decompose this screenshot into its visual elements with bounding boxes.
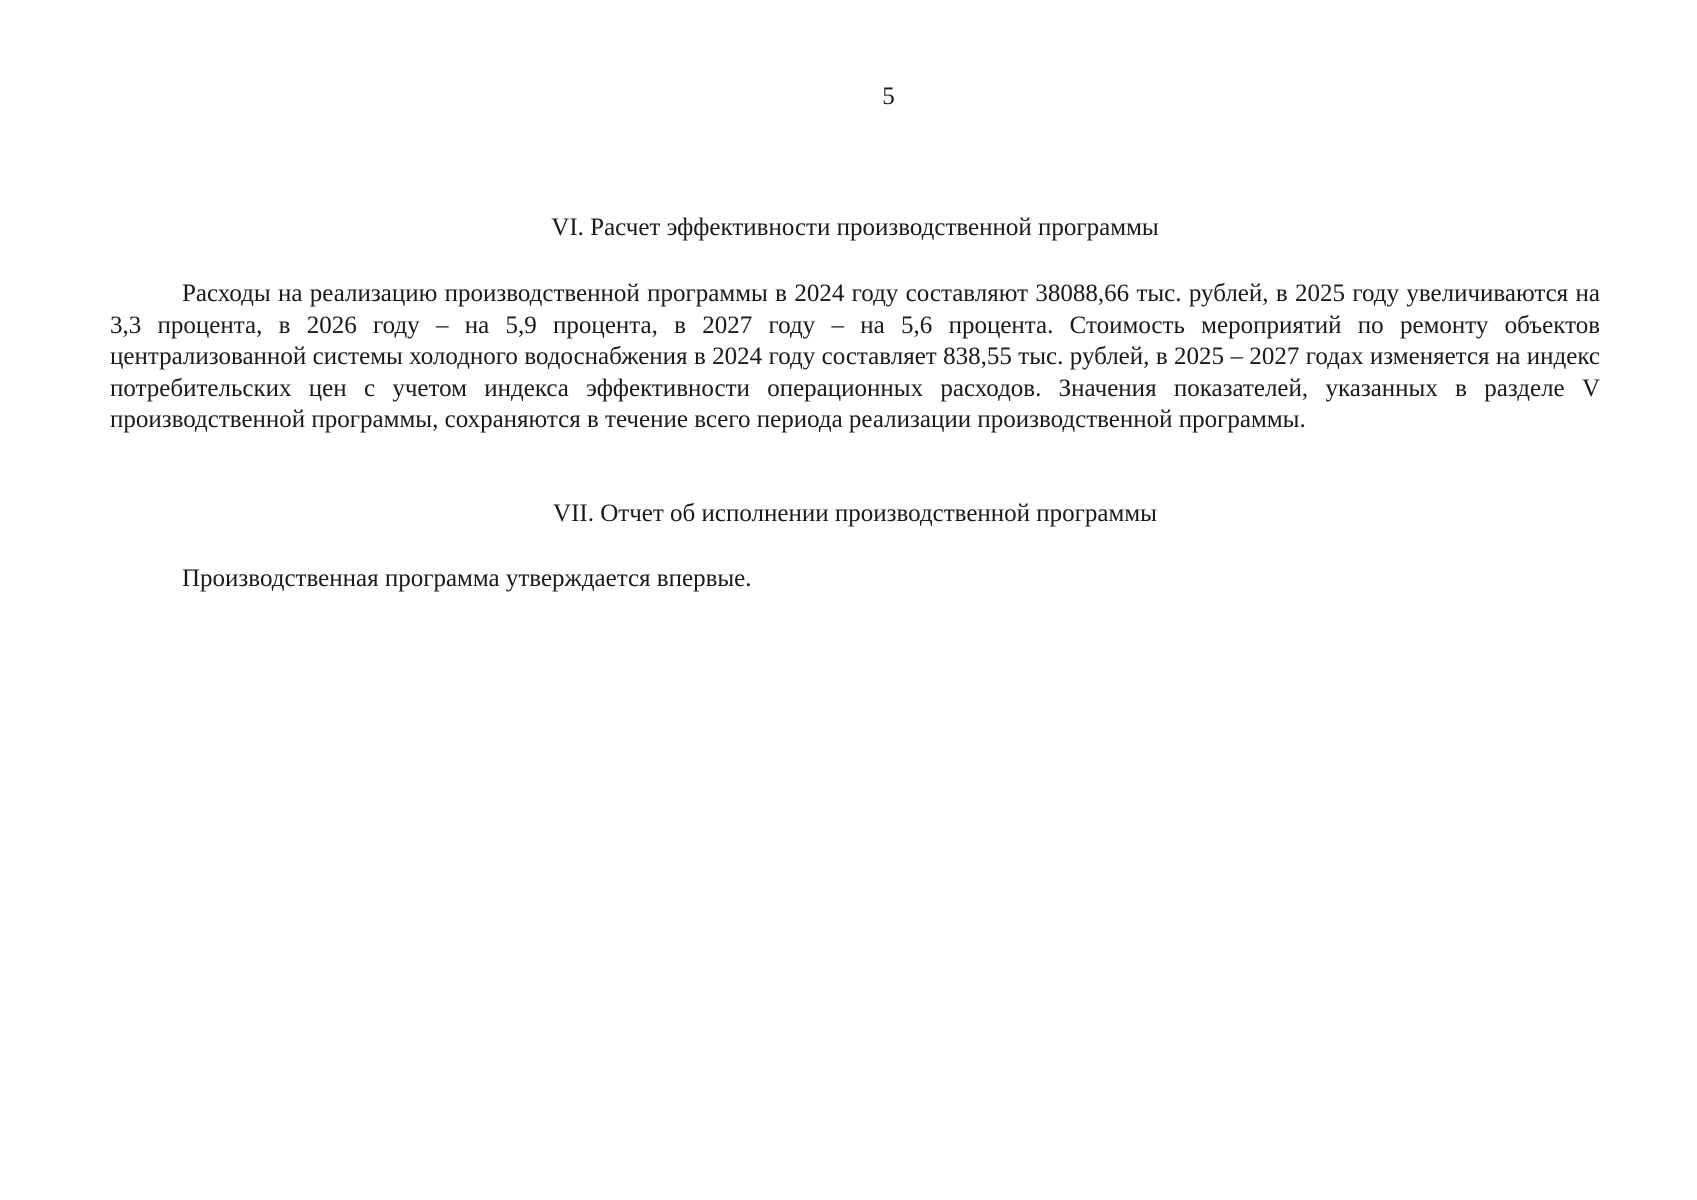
section-6-paragraph: Расходы на реализацию производственной программы в 2024 году составляют 38088,66 тыс. рублей, в 2025 году увеличиваются на 3,3 процента, в 2026 году – на 5,9 процента, в 2027 году – на 5,6 процента. Стоимость мероприятий по ремонту объектов централизованной системы холодного водоснабжения в 2024 году составляет 838,55 тыс. рублей, в 2025 – 2027 годах изменяется на индекс потребительских цен с учетом индекса эффективности операционных расходов. Значения показателей, указанных в разделе V производственной программы, сохраняются в течение всего периода реализации производственной программы. (110, 280, 1600, 433)
section-7-heading: VII. Отчет об исполнении производственной программы (553, 500, 1157, 527)
section-7-paragraph: Производственная программа утверждается впервые. (182, 565, 752, 592)
section-6-heading: VI. Расчет эффективности производственной программы (551, 214, 1159, 241)
page-number: 5 (882, 83, 895, 110)
